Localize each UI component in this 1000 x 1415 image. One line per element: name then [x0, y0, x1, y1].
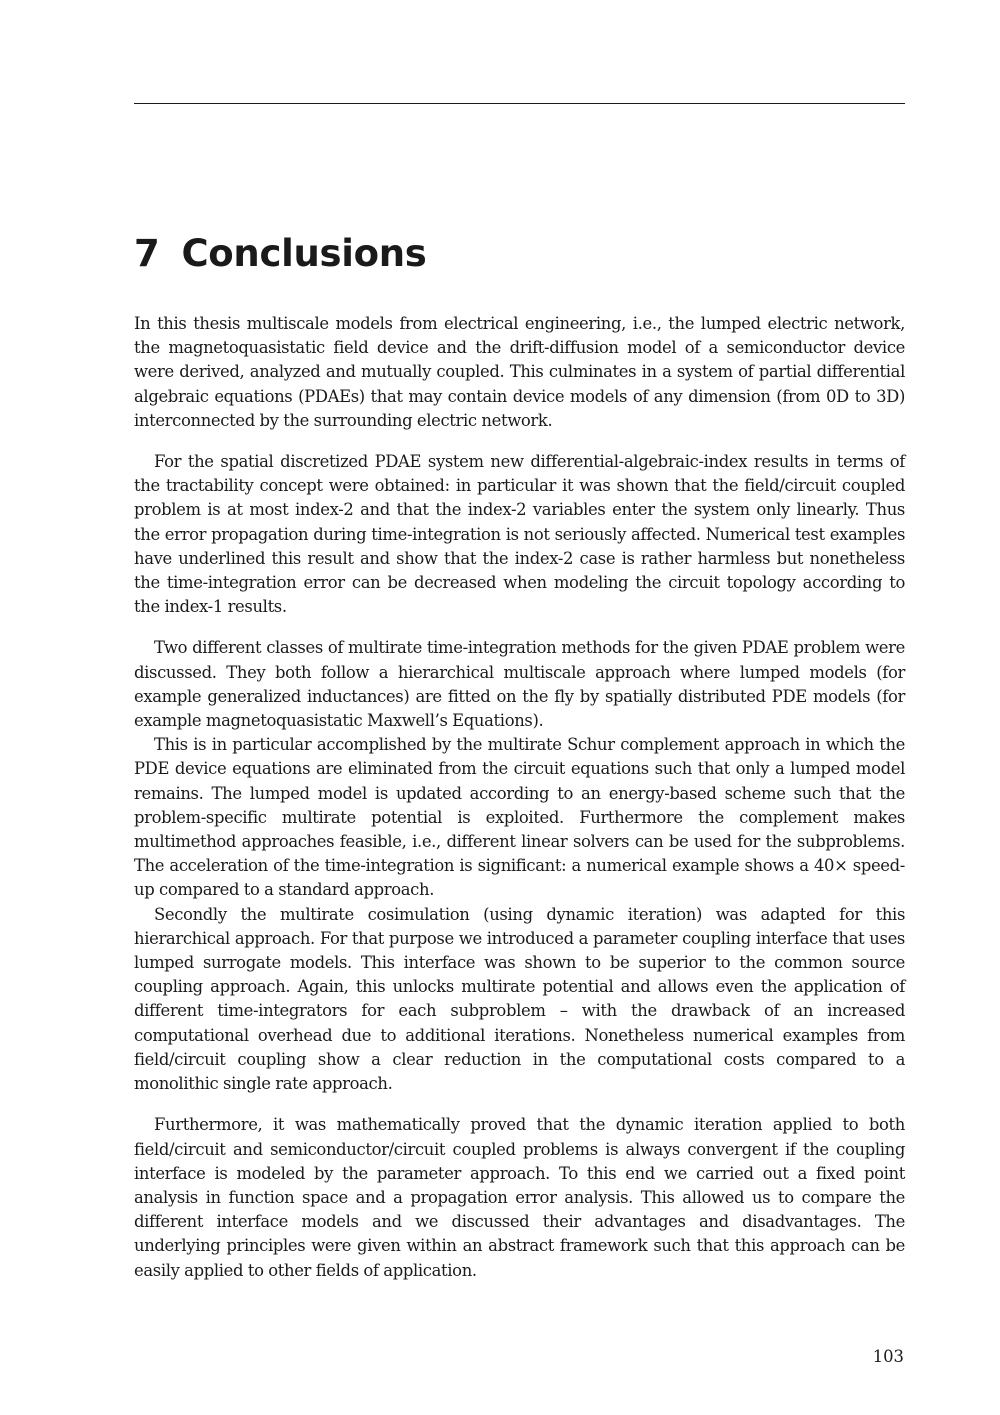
chapter-number: 7 [134, 232, 160, 275]
chapter-body [134, 312, 905, 1283]
paragraph-index-results: For the spatial discretized PDAE system new differential-algebraic-index results in terms of the tractability concept were obtained: in particular it was shown that the field/circuit coupled problem is at most index-2 and that the index-2 variables enter the system only linearly. Thus the error propagation during time-integration is not seriously affected. Numerical test examples have underlined this result and show that the index-2 case is rather harmless but nonetheless the time-integration error can be decreased when modeling the circuit topology according to the index-1 results. [134, 452, 905, 617]
paragraph-convergence: Furthermore, it was mathematically proved that the dynamic iteration applied to both field/circuit and semiconductor/circuit coupled problems is always convergent if the coupling interface is modeled by the parameter approach. To this end we carried out a fixed point analysis in function space and a propagation error analysis. This allowed us to compare the different interface models and we discussed their advantages and disadvantages. The underlying principles were given within an abstract framework such that this approach can be easily applied to other fields of application. [134, 1115, 905, 1280]
chapter-title [134, 226, 427, 282]
paragraph-schur-complement: This is in particular accomplished by the multirate Schur complement approach in which the PDE device equations are eliminated from the circuit equations such that only a lumped model remains. The lumped model is updated according to an energy-based scheme such that the problem-specific multirate potential is exploited. Furthermore the complement makes multimethod approaches feasible, i.e., different linear solvers can be used for the subproblems. The acceleration of the time-integration is significant: a numerical example shows a 40× speed-up compared to a standard approach. [134, 735, 905, 900]
paragraph-cosimulation: Secondly the multirate cosimulation (using dynamic iteration) was adapted for this hierarchical approach. For that purpose we introduced a parameter coupling interface that uses lumped surrogate models. This interface was shown to be superior to the common source coupling approach. Again, this unlocks multirate potential and allows even the application of different time-integrators for each subproblem – with the drawback of an increased computational overhead due to additional iterations. Nonetheless numerical examples from field/circuit coupling show a clear reduction in the computational costs compared to a monolithic single rate approach. [134, 904, 905, 1094]
chapter-title-text: Conclusions [181, 232, 427, 275]
header-rule [134, 103, 905, 104]
paragraph-multirate-methods: Two different classes of multirate time-integration methods for the given PDAE problem were discussed. They both follow a hierarchical multiscale approach where lumped models (for example generalized inductances) are fitted on the fly by spatially distributed PDE models (for example magnetoquasistatic Maxwell’s Equations). [134, 638, 905, 731]
page-number: 103 [872, 1347, 904, 1366]
paragraph-intro: In this thesis multiscale models from electrical engineering, i.e., the lumped electric network, the magnetoquasistatic field device and the drift-diffusion model of a semiconductor device were derived, analyzed and mutually coupled. This culminates in a system of partial differential algebraic equations (PDAEs) that may contain device models of any dimension (from 0D to 3D) interconnected by the surrounding electric network. [134, 314, 905, 430]
